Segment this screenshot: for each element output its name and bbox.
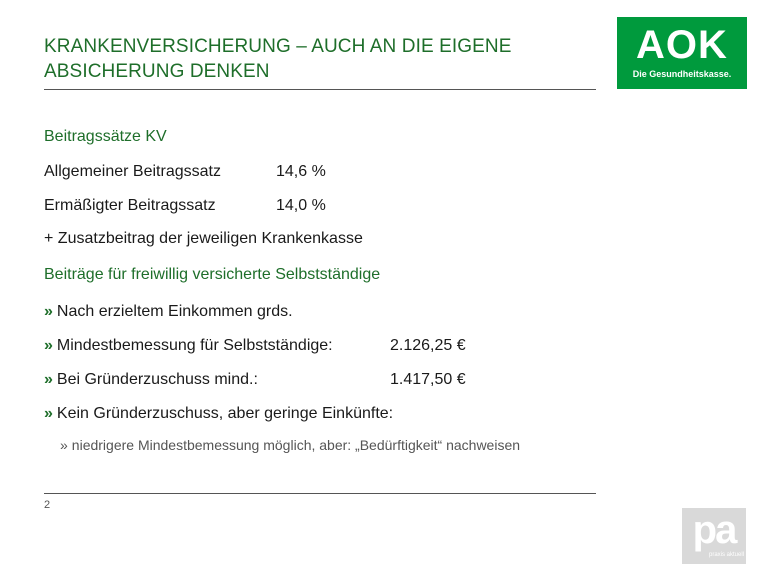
aok-logo-word: AOK — [636, 23, 728, 67]
list-item — [44, 404, 393, 424]
aok-logo — [617, 17, 747, 89]
supplement-note-text: Zusatzbeitrag der jeweiligen Krankenkasse — [57, 230, 363, 247]
sub-bullet-icon: » — [60, 437, 68, 453]
list-item — [44, 302, 293, 322]
rate-label-reduced: Ermäßigter Beitragssatz — [44, 197, 216, 214]
section-heading-rates: Beitragssätze KV — [44, 128, 167, 145]
list-item-label: Nach erzieltem Einkommen grds. — [56, 303, 293, 320]
plus-icon: + — [44, 230, 54, 247]
page-title: KRANKENVERSICHERUNG – AUCH AN DIE EIGENE ABSICHERUNG DENKEN — [44, 36, 512, 82]
bullet-icon: » — [44, 371, 53, 388]
list-item-label: Mindestbemessung für Selbstständige: — [56, 337, 333, 354]
praxis-aktuell-logo — [682, 508, 746, 564]
bullet-icon: » — [44, 337, 53, 354]
min-assessment-value: 2.126,25 € — [390, 337, 466, 354]
list-item-label: Kein Gründerzuschuss, aber geringe Einkünfte: — [56, 405, 394, 422]
bullet-icon: » — [44, 303, 53, 320]
supplement-note — [44, 229, 363, 249]
rate-value-reduced: 14,0 % — [276, 197, 326, 214]
aok-logo-tagline: Die Gesundheitskasse. — [632, 69, 732, 79]
section-heading-self-employed: Beiträge für freiwillig versicherte Selbstständige — [44, 266, 381, 283]
sub-list-item-label: niedrigere Mindestbemessung möglich, aber: „Bedürftigkeit“ nachweisen — [71, 437, 521, 453]
list-item — [44, 336, 333, 356]
title-divider — [44, 89, 596, 90]
footer-divider — [44, 493, 596, 494]
pa-logo-word: pa — [692, 508, 736, 552]
bullet-icon: » — [44, 405, 53, 422]
sub-list-item — [60, 435, 520, 455]
pa-logo-tagline: praxis aktuell — [708, 552, 744, 558]
rate-label-general: Allgemeiner Beitragssatz — [44, 163, 221, 180]
list-item — [44, 370, 258, 390]
list-item-label: Bei Gründerzuschuss mind.: — [56, 371, 258, 388]
page-number: 2 — [44, 499, 51, 511]
rate-value-general: 14,6 % — [276, 163, 326, 180]
founder-grant-value: 1.417,50 € — [390, 371, 466, 388]
